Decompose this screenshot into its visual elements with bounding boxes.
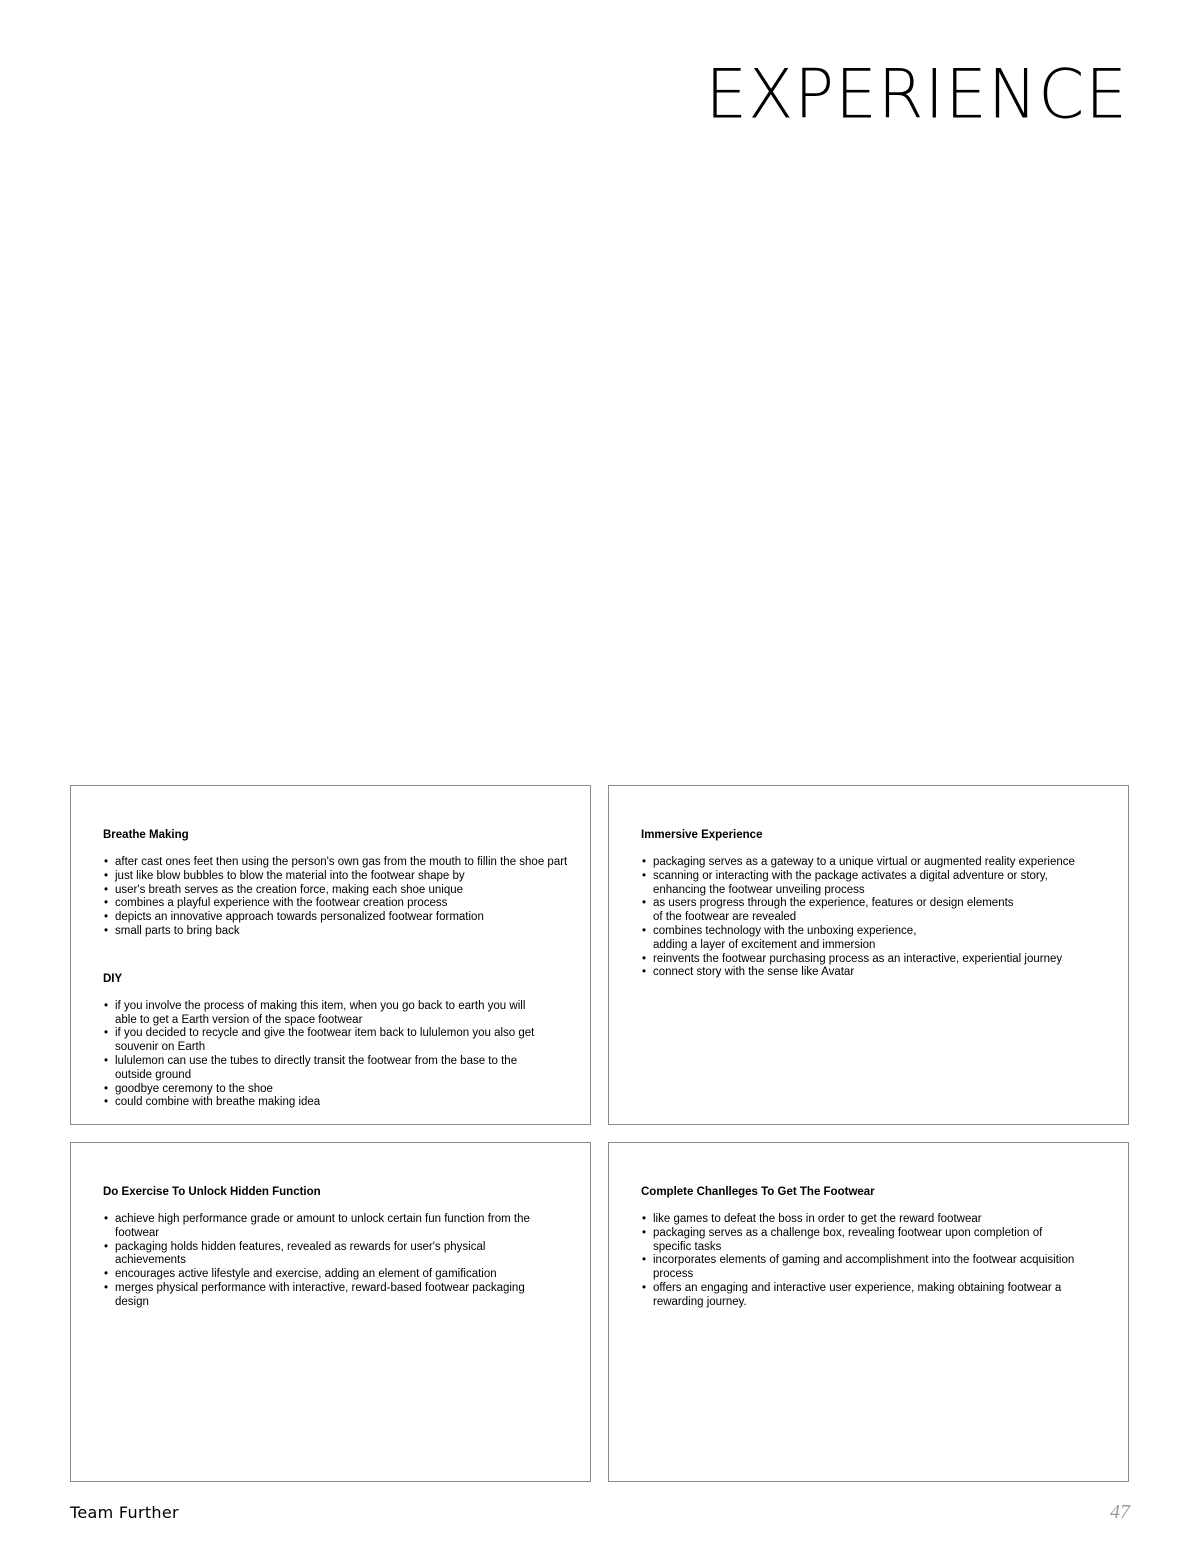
section-heading: Immersive Experience [641, 829, 763, 841]
list-item: • achieve high performance grade or amount to unlock certain fun function from the footwear [103, 1213, 580, 1241]
list-item: • small parts to bring back [103, 925, 580, 939]
bullet-list [103, 1000, 580, 1110]
list-item: • user's breath serves as the creation force, making each shoe unique [103, 884, 580, 898]
section-exercise-unlock [103, 1185, 580, 1310]
list-item: • connect story with the sense like Avatar [641, 966, 1118, 980]
bullet-list [641, 856, 1118, 980]
page-number: 47 [1110, 1501, 1130, 1523]
list-item: • reinvents the footwear purchasing process as an interactive, experiential journey [641, 953, 1118, 967]
section-heading: Breathe Making [103, 829, 189, 841]
list-item: • scanning or interacting with the package activates a digital adventure or story, enhancing the footwear unveiling process [641, 870, 1118, 898]
section-heading: Complete Chanlleges To Get The Footwear [641, 1186, 875, 1198]
list-item: • could combine with breathe making idea [103, 1096, 580, 1110]
card-complete-challenges [608, 1142, 1129, 1482]
list-item: • combines technology with the unboxing experience, adding a layer of excitement and immersion [641, 925, 1118, 953]
section-immersive-experience [641, 828, 1118, 980]
card-exercise-unlock [70, 1142, 591, 1482]
list-item: • after cast ones feet then using the person's own gas from the mouth to fillin the shoe part [103, 856, 580, 870]
list-item: • like games to defeat the boss in order to get the reward footwear [641, 1213, 1118, 1227]
list-item: • packaging serves as a gateway to a unique virtual or augmented reality experience [641, 856, 1118, 870]
section-complete-challenges [641, 1185, 1118, 1310]
list-item: • depicts an innovative approach towards personalized footwear formation [103, 911, 580, 925]
list-item: • packaging holds hidden features, revealed as rewards for user's physical achievements [103, 1241, 580, 1269]
card-immersive-experience [608, 785, 1129, 1125]
section-heading: DIY [103, 972, 123, 985]
list-item: • just like blow bubbles to blow the material into the footwear shape by [103, 870, 580, 884]
list-item: • as users progress through the experience, features or design elements of the footwear are revealed [641, 897, 1118, 925]
section-diy [103, 972, 580, 1110]
bullet-list [103, 856, 580, 939]
footer-team-name: Team Further [70, 1503, 179, 1522]
section-heading: Do Exercise To Unlock Hidden Function [103, 1186, 321, 1198]
page-title: EXPERIENCE [705, 55, 1128, 134]
bullet-list [103, 1213, 580, 1310]
list-item: • goodbye ceremony to the shoe [103, 1083, 580, 1097]
list-item: • encourages active lifestyle and exercise, adding an element of gamification [103, 1268, 580, 1282]
bullet-list [641, 1213, 1118, 1310]
list-item: • incorporates elements of gaming and accomplishment into the footwear acquisition process [641, 1254, 1118, 1282]
list-item: • offers an engaging and interactive user experience, making obtaining footwear a rewarding journey. [641, 1282, 1118, 1310]
card-breathe-making-diy [70, 785, 591, 1125]
list-item: • lululemon can use the tubes to directly transit the footwear from the base to the outside ground [103, 1055, 580, 1083]
list-item: • if you decided to recycle and give the footwear item back to lululemon you also get souvenir on Earth [103, 1027, 580, 1055]
list-item: • if you involve the process of making this item, when you go back to earth you will able to get a Earth version of the space footwear [103, 1000, 580, 1028]
list-item: • packaging serves as a challenge box, revealing footwear upon completion of specific tasks [641, 1227, 1118, 1255]
list-item: • combines a playful experience with the footwear creation process [103, 897, 580, 911]
section-breathe-making [103, 828, 580, 939]
list-item: • merges physical performance with interactive, reward-based footwear packaging design [103, 1282, 580, 1310]
